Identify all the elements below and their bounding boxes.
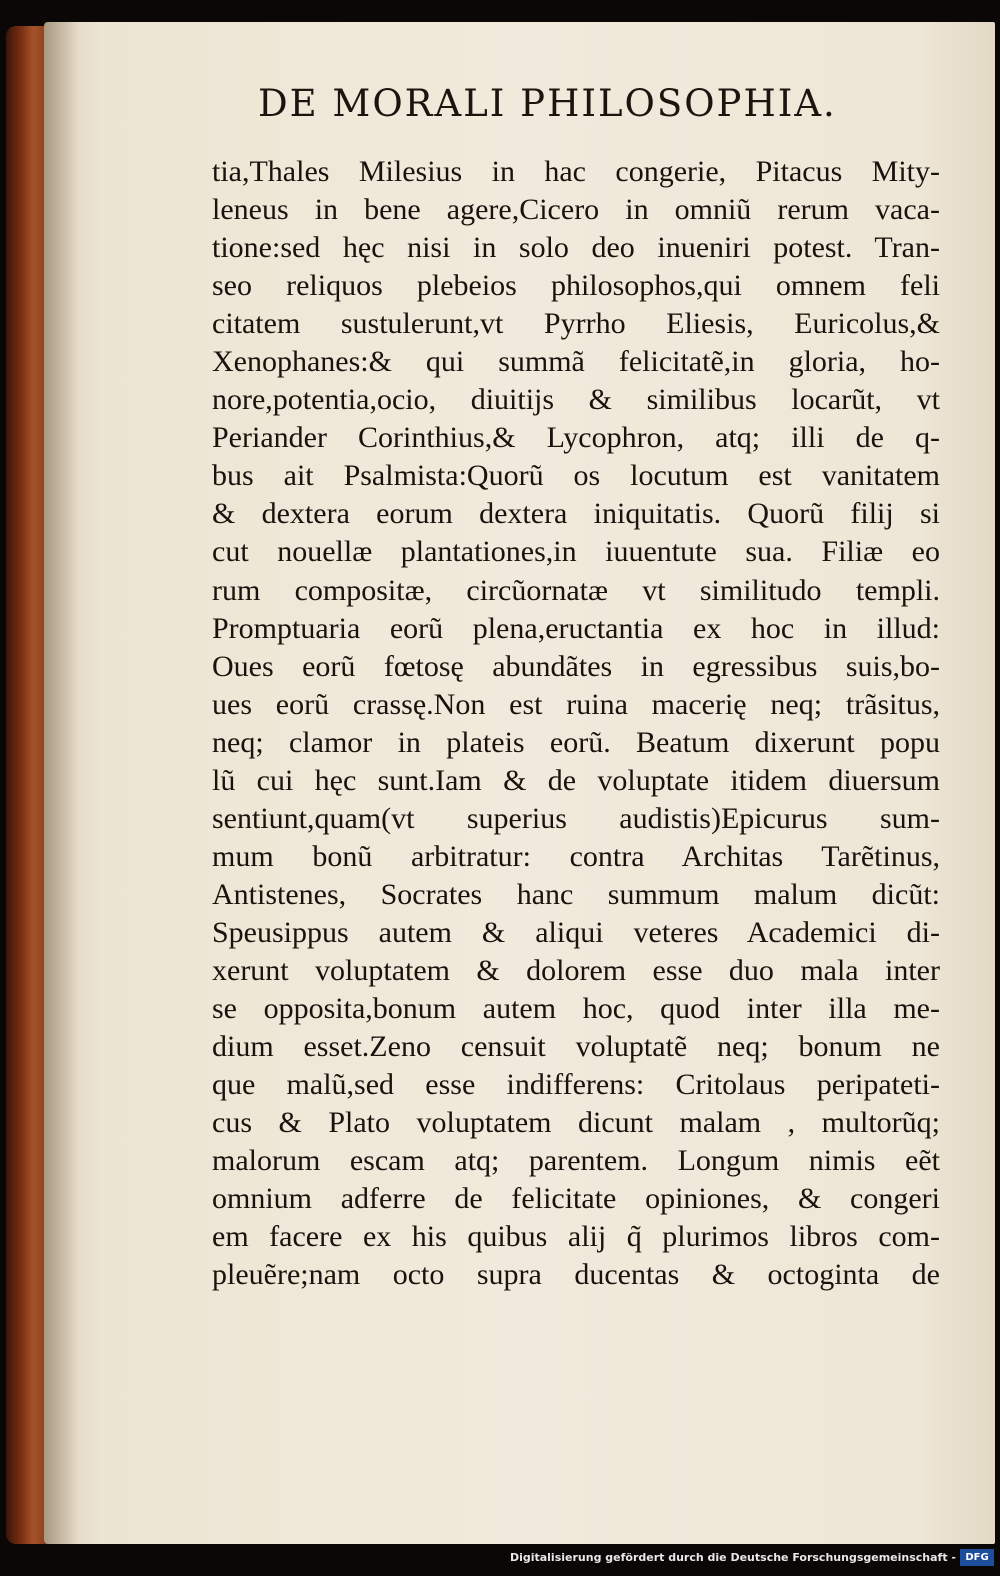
text-line: omnium adferre de felicitate opiniones, & congeri: [212, 1182, 940, 1216]
text-line: tione:sed hęc nisi in solo deo inueniri potest. Tran-: [212, 231, 940, 265]
text-line: bus ait Psalmista:Quorũ os locutum est vanitatem: [212, 459, 940, 493]
running-title: DE MORALI PHILOSOPHIA.: [258, 82, 837, 125]
text-line: se opposita,bonum autem hoc, quod inter illa me-: [212, 992, 940, 1026]
text-line: citatem sustulerunt,vt Pyrrho Eliesis, Euricolus,&: [212, 307, 940, 341]
text-line: cus & Plato voluptatem dicunt malam , multorũq;: [212, 1106, 940, 1140]
text-line: mum bonũ arbitratur: contra Architas Tarẽtinus,: [212, 839, 940, 873]
text-line: Periander Corinthius,& Lycophron, atq; illi de q-: [212, 421, 940, 455]
text-line: malorum escam atq; parentem. Longum nimis eẽt: [212, 1144, 940, 1178]
page-gutter-shadow: [44, 22, 78, 1544]
text-line: em facere ex his quibus alij q̃ plurimos libros com-: [212, 1220, 940, 1254]
text-line: & dextera eorum dextera iniquitatis. Quorũ filij si: [212, 497, 940, 531]
text-line: neq; clamor in plateis eorũ. Beatum dixerunt popu: [212, 725, 940, 759]
text-line: Oues eorũ fœtosę abundãtes in egressibus suis,bo-: [212, 649, 940, 683]
text-line: pleuẽre;nam octo supra ducentas & octoginta de: [212, 1258, 940, 1292]
dfg-logo: DFG: [960, 1549, 994, 1566]
text-line: ues eorũ crassę.Non est ruina macerię neq; trãsitus,: [212, 687, 940, 721]
text-line: tia,Thales Milesius in hac congerie, Pitacus Mity-: [212, 155, 940, 188]
text-line: cut nouellæ plantationes,in iuuentute sua. Filiæ eo: [212, 535, 940, 569]
text-line: sentiunt,quam(vt superius audistis)Epicurus sum-: [212, 801, 940, 835]
text-line: lũ cui hęc sunt.Iam & de voluptate itidem diuersum: [212, 763, 940, 797]
text-line: Speusippus autem & aliqui veteres Academici di-: [212, 915, 940, 949]
digitization-credit: Digitalisierung gefördert durch die Deutsche Forschungsgemeinschaft -: [509, 1551, 956, 1564]
text-line: leneus in bene agere,Cicero in omniũ rerum vaca-: [212, 193, 940, 227]
text-line: dium esset.Zeno censuit voluptatẽ neq; bonum ne: [212, 1030, 940, 1064]
text-line: Antistenes, Socrates hanc summum malum dicũt:: [212, 877, 940, 911]
text-line: nore,potentia,ocio, diuitijs & similibus locarũt, vt: [212, 383, 940, 417]
text-line: Xenophanes:& qui summã felicitatẽ,in gloria, ho-: [212, 345, 940, 379]
text-line: rum compositæ, circũornatæ vt similitudo templi.: [212, 573, 940, 607]
text-line: seo reliquos plebeios philosophos,qui omnem feli: [212, 269, 940, 303]
page-text-block: [212, 153, 940, 1294]
text-line: xerunt voluptatem & dolorem esse duo mala inter: [212, 953, 940, 987]
text-line: Promptuaria eorũ plena,eructantia ex hoc in illud:: [212, 611, 940, 645]
text-line: que malũ,sed esse indifferens: Critolaus peripateti-: [212, 1068, 940, 1102]
